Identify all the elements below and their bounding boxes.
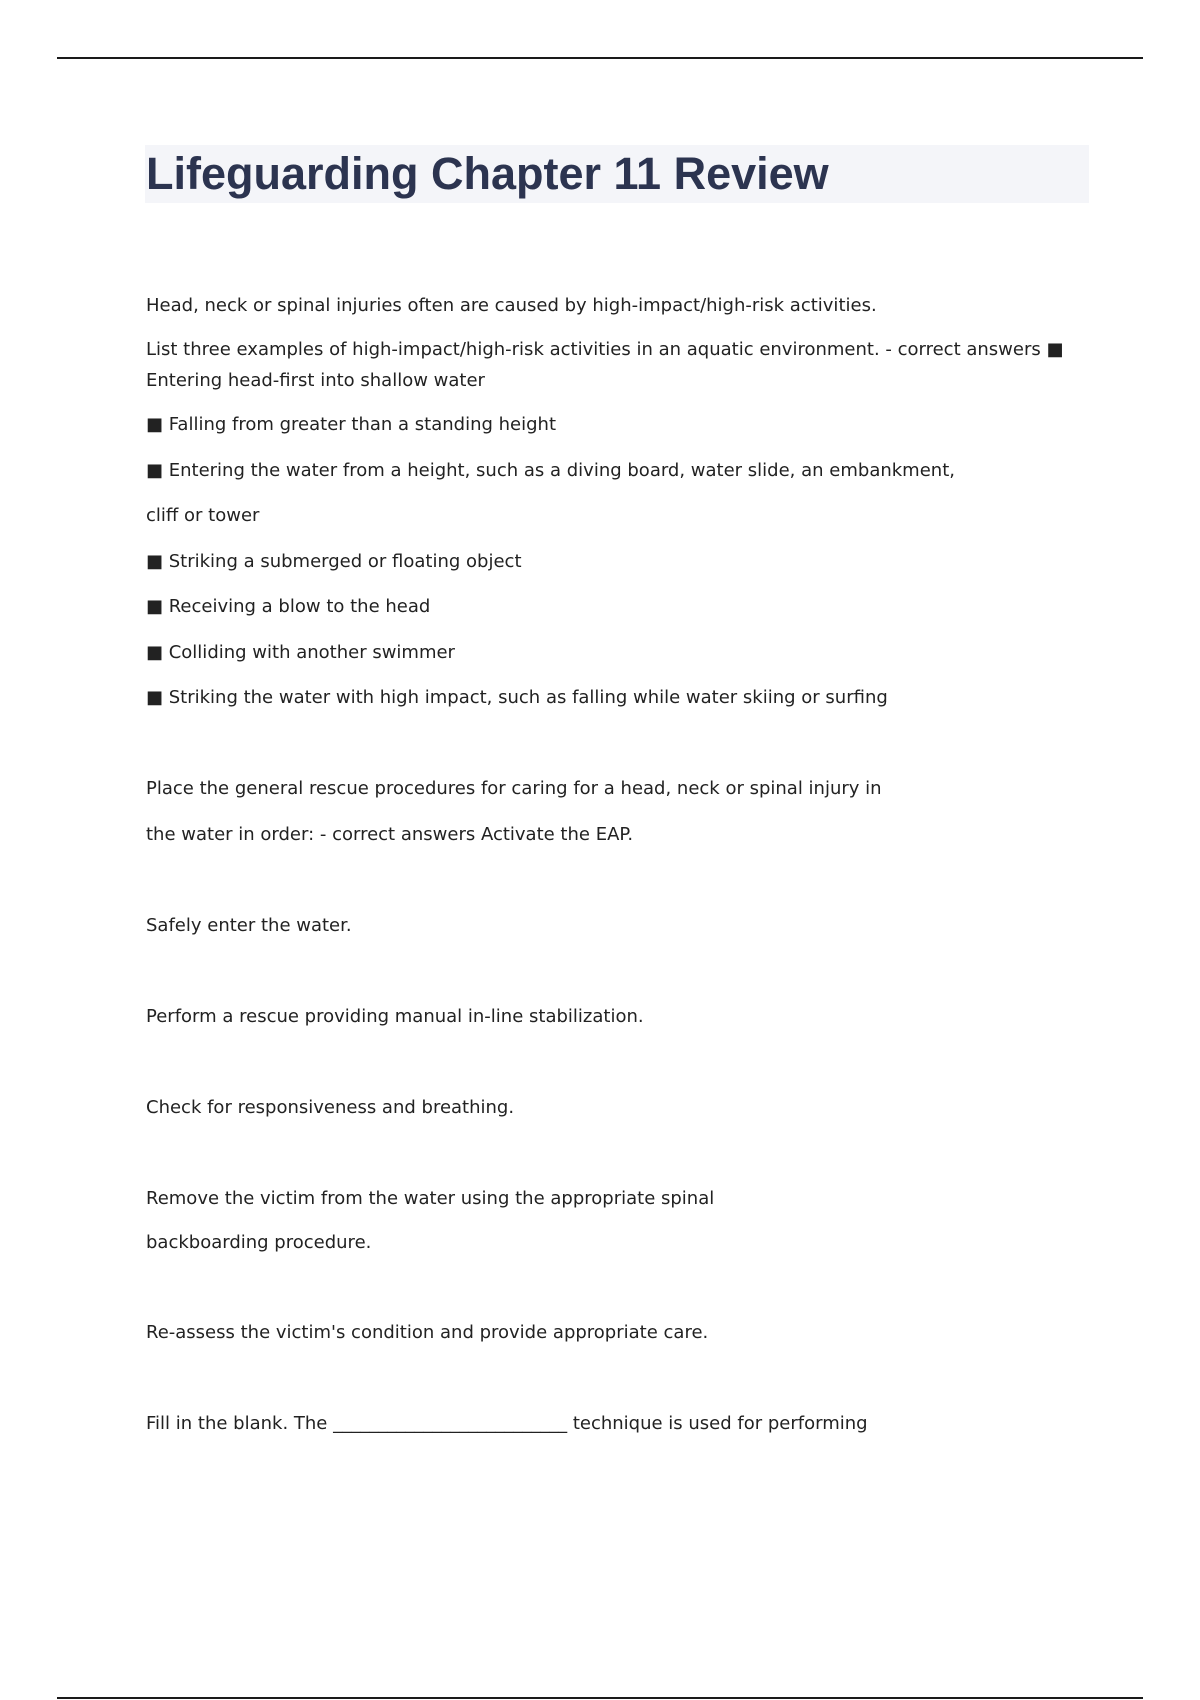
text-line-question-1: List three examples of high-impact/high-risk activities in an aquatic environment. - correct answers ■ xyxy=(146,339,1064,360)
procedure-step: Perform a rescue providing manual in-line stabilization. xyxy=(146,1006,644,1027)
text-line-intro: Head, neck or spinal injuries often are caused by high-impact/high-risk activities. xyxy=(146,295,877,316)
page-title: Lifeguarding Chapter 11 Review xyxy=(146,148,829,199)
bullet-item: ■ Striking a submerged or floating object xyxy=(146,551,522,572)
bullet-item: ■ Striking the water with high impact, such as falling while water skiing or surfing xyxy=(146,687,888,708)
procedure-step: Check for responsiveness and breathing. xyxy=(146,1097,515,1118)
bullet-item-continued: cliff or tower xyxy=(146,505,260,526)
text-line-question-3: Fill in the blank. The __________________________ technique is used for performing xyxy=(146,1413,868,1434)
bullet-item: ■ Entering the water from a height, such as a diving board, water slide, an embankment, xyxy=(146,460,955,481)
text-line-question-2: Place the general rescue procedures for caring for a head, neck or spinal injury in xyxy=(146,778,882,799)
bullet-item: ■ Falling from greater than a standing height xyxy=(146,414,557,435)
text-line-question-2-cont: the water in order: - correct answers Activate the EAP. xyxy=(146,824,634,845)
procedure-step: Re-assess the victim's condition and provide appropriate care. xyxy=(146,1322,709,1343)
procedure-step: Remove the victim from the water using the appropriate spinal xyxy=(146,1188,715,1209)
bullet-item: ■ Receiving a blow to the head xyxy=(146,596,431,617)
procedure-step-continued: backboarding procedure. xyxy=(146,1232,372,1253)
text-line-answer-1: Entering head-first into shallow water xyxy=(146,370,485,391)
bullet-item: ■ Colliding with another swimmer xyxy=(146,642,455,663)
bottom-rule xyxy=(57,1697,1143,1699)
top-rule xyxy=(57,57,1143,59)
procedure-step: Safely enter the water. xyxy=(146,915,352,936)
